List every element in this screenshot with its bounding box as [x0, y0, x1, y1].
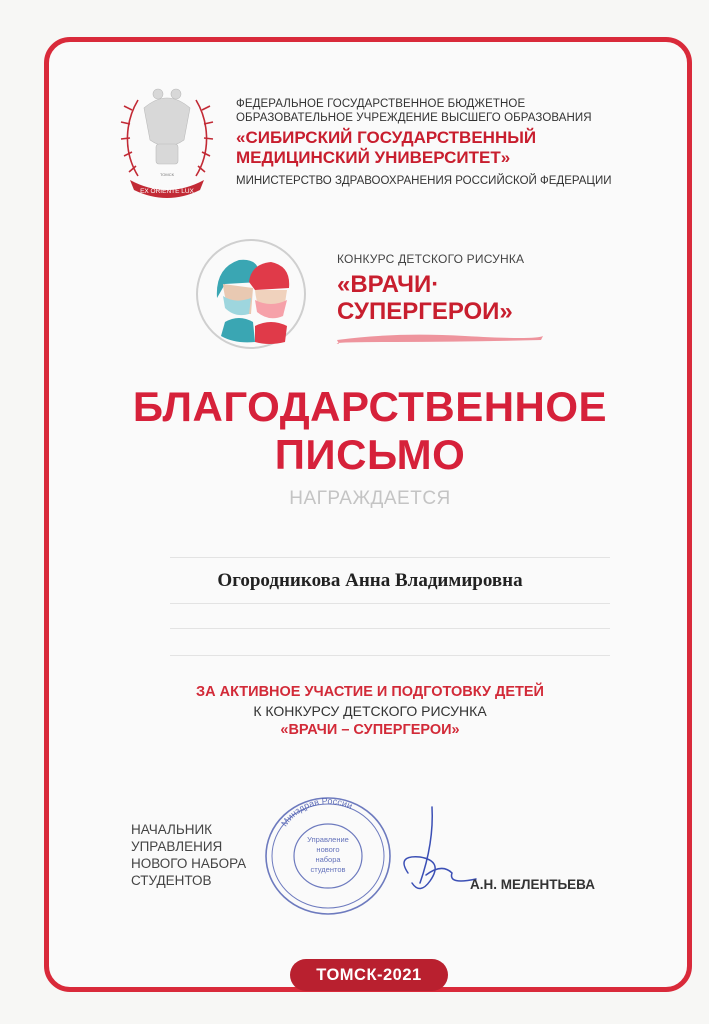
contest-name-line-2: СУПЕРГЕРОИ»	[337, 298, 513, 325]
reason-line-2: К КОНКУРСУ ДЕТСКОГО РИСУНКА	[253, 703, 487, 719]
handwritten-signature	[390, 803, 480, 903]
divider-line	[170, 603, 610, 604]
recipient-name: Огородникова Анна Владимировна	[217, 570, 523, 591]
official-stamp-icon	[258, 790, 398, 918]
stamp-outer-text: Минздрав России	[279, 795, 354, 829]
stamp-inner-line: набора	[315, 855, 341, 864]
divider-line	[170, 655, 610, 656]
svg-text:Минздрав России	[279, 796, 354, 828]
brush-stroke-decoration	[335, 330, 545, 346]
award-reason	[80, 684, 660, 738]
position-line: СТУДЕНТОВ	[131, 873, 212, 888]
contest-name-line-1: «ВРАЧИ·	[337, 271, 440, 298]
reason-line-1: ЗА АКТИВНОЕ УЧАСТИЕ И ПОДГОТОВКУ ДЕТЕЙ	[196, 684, 544, 700]
awarded-label: НАГРАЖДАЕТСЯ	[289, 488, 451, 509]
stamp-inner-line: Управление	[307, 835, 349, 844]
signatory-position	[131, 821, 246, 889]
institution-name-line-2: МЕДИЦИНСКИЙ УНИВЕРСИТЕТ»	[236, 148, 511, 167]
position-line: НОВОГО НАБОРА	[131, 856, 247, 871]
contest-title	[337, 252, 637, 325]
ministry-line: МИНИСТЕРСТВО ЗДРАВООХРАНЕНИЯ РОССИЙСКОЙ ФЕДЕРАЦИИ	[236, 175, 612, 187]
stamp-inner-line: студентов	[310, 865, 346, 874]
institution-line-2: ОБРАЗОВАТЕЛЬНОЕ УЧРЕЖДЕНИЕ ВЫСШЕГО ОБРАЗОВАНИЯ	[236, 112, 592, 124]
stamp-inner-line: нового	[316, 845, 340, 854]
divider-line	[170, 557, 610, 558]
position-line: НАЧАЛЬНИК	[131, 822, 213, 837]
university-emblem-icon	[108, 80, 226, 202]
divider-line	[170, 628, 610, 629]
doctors-logo-icon	[195, 238, 307, 350]
institution-header	[236, 97, 676, 188]
document-title-line-1: БЛАГОДАРСТВЕННОЕ	[132, 383, 608, 430]
document-title	[60, 383, 680, 479]
signatory-name: А.Н. МЕЛЕНТЬЕВА	[470, 877, 596, 892]
institution-name-line-1: «СИБИРСКИЙ ГОСУДАРСТВЕННЫЙ	[236, 128, 537, 147]
emblem-city: ТОМСК	[160, 172, 174, 177]
emblem-motto: EX ORIENTE LUX	[140, 188, 194, 195]
position-line: УПРАВЛЕНИЯ	[131, 839, 223, 854]
reason-line-3: «ВРАЧИ – СУПЕРГЕРОИ»	[280, 722, 460, 738]
document-title-line-2: ПИСЬМО	[274, 431, 466, 478]
contest-label: КОНКУРС ДЕТСКОГО РИСУНКА	[337, 252, 525, 266]
institution-line-1: ФЕДЕРАЛЬНОЕ ГОСУДАРСТВЕННОЕ БЮДЖЕТНОЕ	[236, 98, 526, 110]
city-year-badge: ТОМСК-2021	[290, 959, 448, 991]
